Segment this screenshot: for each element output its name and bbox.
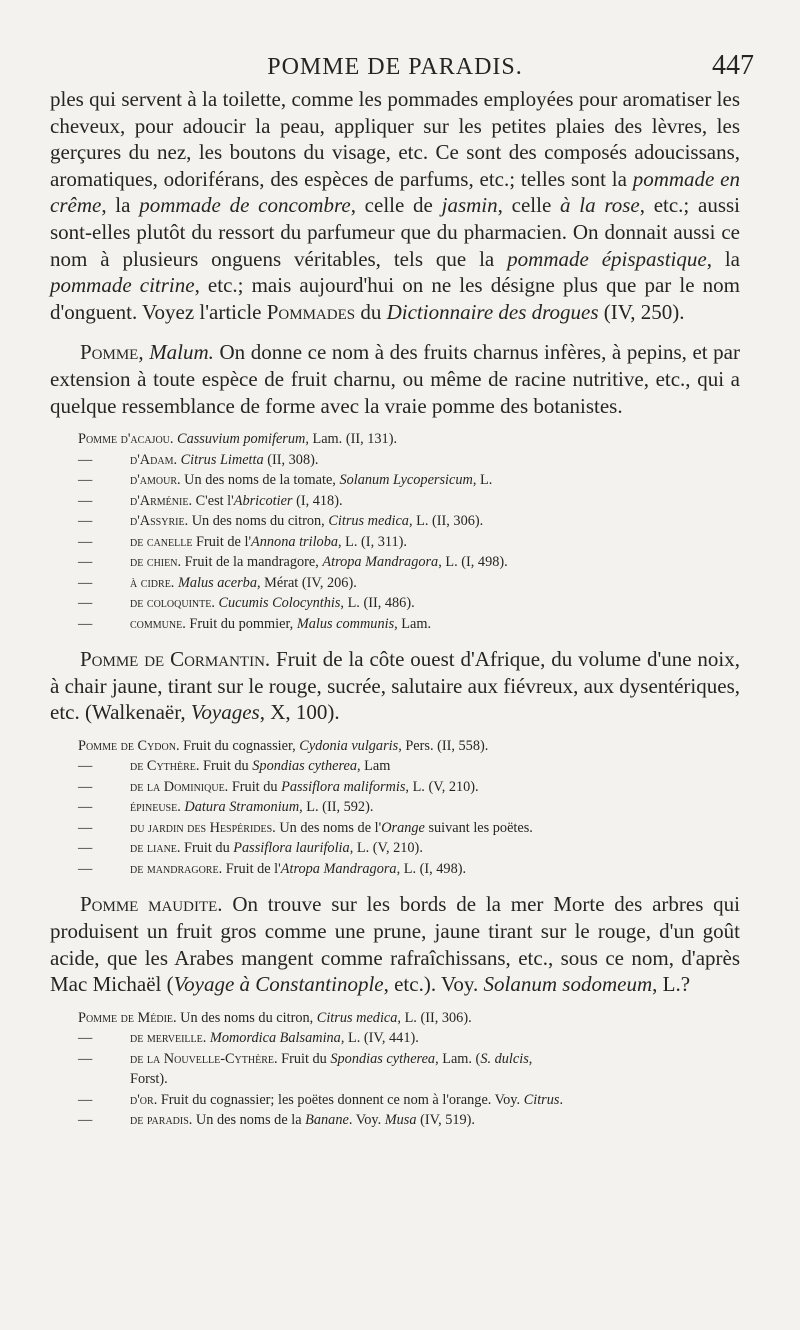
sub-entry-keyword: de paradis. (130, 1112, 193, 1129)
species-name: Passiflora maliformis (281, 778, 406, 795)
sub-entry-text: , L. (II, 592). (299, 799, 374, 816)
species-name: Cassuvium pomiferum (177, 431, 306, 448)
sub-entry (50, 491, 740, 512)
paragraph-pommade-continuation (50, 86, 740, 325)
text-run: du (355, 299, 387, 324)
sub-entry-text: , L. (II, 306). (397, 1009, 472, 1026)
sub-entry-text: . Voy. (348, 1112, 385, 1129)
species-name: Solanum Lycopersicum (339, 472, 473, 489)
sub-entry-keyword: d'Adam. (130, 451, 178, 468)
italic-term: pommade en crême (50, 166, 740, 218)
paragraph-pomme-maudite (50, 891, 740, 997)
text-run: , etc.; aussi sont-elles plutôt du ressort du parfumeur que du pharmacien. On donnait aussi ce nom à plusieurs onguens véritables, tels que la (50, 193, 741, 271)
sub-entry-keyword: de merveille. (130, 1030, 207, 1047)
species-name: Atropa Mandragora (322, 554, 439, 571)
sub-entry-keyword: d'or. (130, 1091, 158, 1108)
sub-entry (50, 818, 740, 839)
species-name: Musa (384, 1112, 417, 1129)
dash-mark: — (78, 1112, 93, 1129)
dash-mark: — (78, 451, 93, 468)
italic-term: à la rose (560, 193, 640, 218)
dash-mark: — (78, 595, 93, 612)
species-name: Citrus medica (316, 1009, 398, 1026)
document-page (50, 50, 754, 1131)
sub-entry-text: , Pers. (II, 558). (398, 737, 489, 754)
sub-entry-text: (I, 418). (292, 492, 343, 509)
paragraph-pomme-malum (50, 339, 740, 419)
species-name: Malus acerba (177, 574, 257, 591)
sub-entry-text: , Lam (356, 758, 391, 775)
species-name: Citrus medica (328, 513, 409, 530)
sub-entry (50, 1028, 740, 1049)
sub-entry-text: (II, 308). (263, 451, 319, 468)
text-run: , L.? (652, 972, 691, 997)
sub-entry-keyword: de canelle (130, 533, 193, 550)
text-run: On trouve sur les bords de la mer Morte des arbres qui produisent un fruit gros comme une prune, jaune tirant sur le rouge, d'un goût acide, que les Arabes mangent comme rafraîchissans, etc., sous ce nom, d'après Mac Michaël ( (50, 892, 740, 997)
sub-entry (50, 756, 740, 777)
sub-entry-text: , Lam. (394, 615, 432, 632)
species-name: Malus communis (296, 615, 395, 632)
dash-mark: — (78, 554, 93, 571)
dash-mark: — (78, 819, 93, 836)
sub-entry-text: , L. (V, 210). (405, 778, 479, 795)
species-name: Passiflora laurifolia (233, 840, 350, 857)
sub-entry (50, 859, 740, 880)
sub-entry-keyword: de coloquinte. (130, 595, 215, 612)
sub-entry-text: , L. (II, 306). (408, 513, 484, 530)
paragraph-pomme-de-cormantin (50, 646, 740, 726)
dash-mark: — (78, 778, 93, 795)
sub-entry (50, 614, 740, 635)
sub-entry-keyword: d'Assyrie. (130, 513, 189, 530)
sub-entry-text: Fruit de l' (222, 860, 281, 877)
sub-entry-text: Un des noms de la tomate, (180, 472, 340, 489)
sub-entry-keyword: commune. (130, 615, 186, 632)
sub-entry (50, 532, 740, 553)
italic-term: jasmin (441, 193, 498, 218)
species-name: S. dulcis (480, 1050, 529, 1067)
sub-entry (50, 511, 740, 532)
italic-term: pommade de concombre (139, 193, 351, 218)
dash-mark: — (78, 758, 93, 775)
italic-term: Voyages (190, 700, 260, 725)
sub-entry-text: Fruit du (277, 1050, 331, 1067)
dash-mark: — (78, 1050, 93, 1067)
page-header (50, 50, 754, 86)
species-name: Momordica Balsamina (209, 1030, 341, 1047)
dash-mark: — (78, 513, 93, 530)
sub-entry (50, 450, 740, 471)
sub-entry-text: Fruit du (199, 758, 253, 775)
text-run: , celle (497, 193, 561, 218)
sub-entry-text: Un des noms de l' (275, 819, 382, 836)
sub-entry-text: Fruit de l' (192, 533, 252, 550)
dash-mark: — (78, 472, 93, 489)
sub-entry-keyword: d'Arménie. (130, 492, 193, 509)
sub-entry-keyword: Pomme de Cydon. (78, 737, 180, 754)
sub-entry-keyword: d'amour. (130, 472, 181, 489)
sub-entries-list-2 (50, 736, 740, 880)
sub-entry (50, 736, 740, 757)
sub-entry (50, 838, 740, 859)
dash-mark: — (78, 1091, 93, 1108)
sub-entry-text: , (528, 1050, 533, 1067)
small-caps-term: Pommades (266, 299, 356, 324)
sub-entry-text: Fruit de la mandragore, (181, 554, 323, 571)
sub-entry-text: , L. (472, 472, 493, 489)
italic-term: Dictionnaire des drogues (386, 299, 599, 324)
dash-mark: — (78, 799, 93, 816)
species-name: Abricotier (233, 492, 293, 509)
text-run: , etc.; mais aujourd'hui on ne les désigne plus que par le nom d'onguent. Voyez l'article (50, 273, 740, 324)
sub-entry-text: Fruit du cognassier, (179, 737, 300, 754)
species-name: Cydonia vulgaris (299, 737, 399, 754)
species-name: Spondias cytherea (252, 758, 357, 775)
species-name: Spondias cytherea (330, 1050, 436, 1067)
sub-entry-text: , L. (II, 486). (340, 595, 415, 612)
species-name: Citrus (523, 1091, 560, 1108)
sub-entry (50, 552, 740, 573)
text-run: ples qui servent à la toilette, comme les pommades employées pour aromatiser les cheveux, pour adoucir la peau, appliquer sur les petites plaies des lèvres, les gerçures du nez, les boutons du visage, etc. Ce sont des composés adoucissans, aromatiques, odoriférans, des espèces de parfums, etc.; telles sont la (50, 87, 740, 191)
sub-entry (50, 429, 740, 450)
sub-entry-keyword: de chien. (130, 554, 182, 571)
entry-headword: Pomme, (80, 340, 144, 365)
sub-entry (50, 1049, 740, 1070)
text-run: , etc.). Voy. (383, 972, 484, 997)
species-name: Atropa Mandragora (280, 860, 397, 877)
entry-headword: Pomme maudite. (80, 892, 223, 917)
sub-entry-text: , Lam. ( (435, 1050, 481, 1067)
text-run: On donne ce nom à des fruits charnus infères, à pepins, et par extension à toute espèce de fruit charnu, ou même de racine nutritive, etc., qui a quelque ressemblance de forme avec la vraie pomme des botanistes. (50, 340, 741, 418)
sub-entry-text: . (559, 1091, 564, 1108)
sub-entry-text: , Mérat (IV, 206). (256, 574, 357, 591)
sub-entry-keyword: de Cythère. (130, 758, 200, 775)
sub-entry-text: Forst). (130, 1071, 168, 1088)
species-name: Orange (381, 819, 425, 836)
sub-entry-keyword: Pomme de Médie. (78, 1009, 177, 1026)
sub-entry (50, 797, 740, 818)
dash-mark: — (78, 574, 93, 591)
italic-term: Solanum sodomeum (483, 972, 653, 997)
sub-entry-keyword: de mandragore. (130, 860, 223, 877)
sub-entry-text: , L. (IV, 441). (340, 1030, 419, 1047)
species-name: Cucumis Colocynthis (218, 595, 341, 612)
sub-entry (50, 1069, 740, 1090)
sub-entry-text: , Lam. (II, 131). (305, 431, 398, 448)
running-title: POMME DE PARADIS. (267, 54, 523, 80)
sub-entry-text: Un des noms du citron, (176, 1009, 317, 1026)
sub-entry-text: Fruit du (180, 840, 234, 857)
sub-entry-text: suivant les poëtes. (424, 819, 533, 836)
italic-term: Voyage à Constantinople (173, 972, 384, 997)
italic-term: pommade citrine (50, 273, 195, 298)
sub-entry-keyword: épineuse. (130, 799, 181, 816)
sub-entry (50, 777, 740, 798)
page-number: 447 (712, 50, 754, 81)
sub-entry-text: Un des noms de la (192, 1112, 306, 1129)
text-run: Fruit de la côte ouest d'Afrique, du volume d'une noix, à chair jaune, tirant sur le rouge, sucrée, salutaire aux fiévreux, aux dysentériques, etc. (Walkenaër, (50, 647, 740, 725)
species-name: Banane (305, 1112, 349, 1129)
text-run: , X, 100). (259, 700, 340, 725)
text-run: (IV, 250). (598, 299, 685, 324)
dash-mark: — (78, 492, 93, 509)
species-name: Datura Stramonium (184, 799, 300, 816)
sub-entry (50, 470, 740, 491)
sub-entry-text: Fruit du pommier, (185, 615, 297, 632)
sub-entry-text: Fruit du (228, 778, 282, 795)
dash-mark: — (78, 533, 93, 550)
dash-mark: — (78, 615, 93, 632)
sub-entry-keyword: Pomme d'acajou. (78, 431, 174, 448)
sub-entry-text: Fruit du cognassier; les poëtes donnent ce nom à l'orange. Voy. (157, 1091, 524, 1108)
sub-entry-text: , L. (I, 498). (438, 554, 508, 571)
sub-entry (50, 1008, 740, 1029)
dash-mark: — (78, 860, 93, 877)
sub-entry-keyword: de la Dominique. (130, 778, 229, 795)
sub-entry-keyword: de la Nouvelle-Cythère. (130, 1050, 278, 1067)
text-run: , celle de (350, 193, 442, 218)
italic-term: pommade épispastique (507, 246, 707, 271)
species-name: Annona triloba (251, 533, 339, 550)
sub-entry-keyword: de liane. (130, 840, 181, 857)
sub-entry (50, 1110, 740, 1131)
sub-entry (50, 1090, 740, 1111)
sub-entry-text: (IV, 519). (416, 1112, 476, 1129)
sub-entry-text: , L. (V, 210). (349, 840, 423, 857)
sub-entry-text: , L. (I, 498). (396, 860, 467, 877)
text-run: , la (101, 193, 140, 218)
sub-entry-keyword: à cidre. (130, 574, 175, 591)
sub-entry (50, 573, 740, 594)
sub-entry-text: C'est l' (192, 492, 234, 509)
text-run: , la (706, 246, 741, 271)
dash-mark: — (78, 1030, 93, 1047)
entry-headword: Pomme de Cormantin. (80, 647, 271, 672)
sub-entry-text: Un des noms du citron, (188, 513, 329, 530)
sub-entry (50, 593, 740, 614)
sub-entry-text: , L. (I, 311). (338, 533, 407, 550)
dash-mark: — (78, 840, 93, 857)
species-name: Citrus Limetta (180, 451, 264, 468)
sub-entries-list-1 (50, 429, 740, 634)
sub-entry-keyword: du jardin des Hespérides. (130, 819, 276, 836)
sub-entries-list-3 (50, 1008, 740, 1131)
latin-name: Malum. (149, 340, 214, 365)
